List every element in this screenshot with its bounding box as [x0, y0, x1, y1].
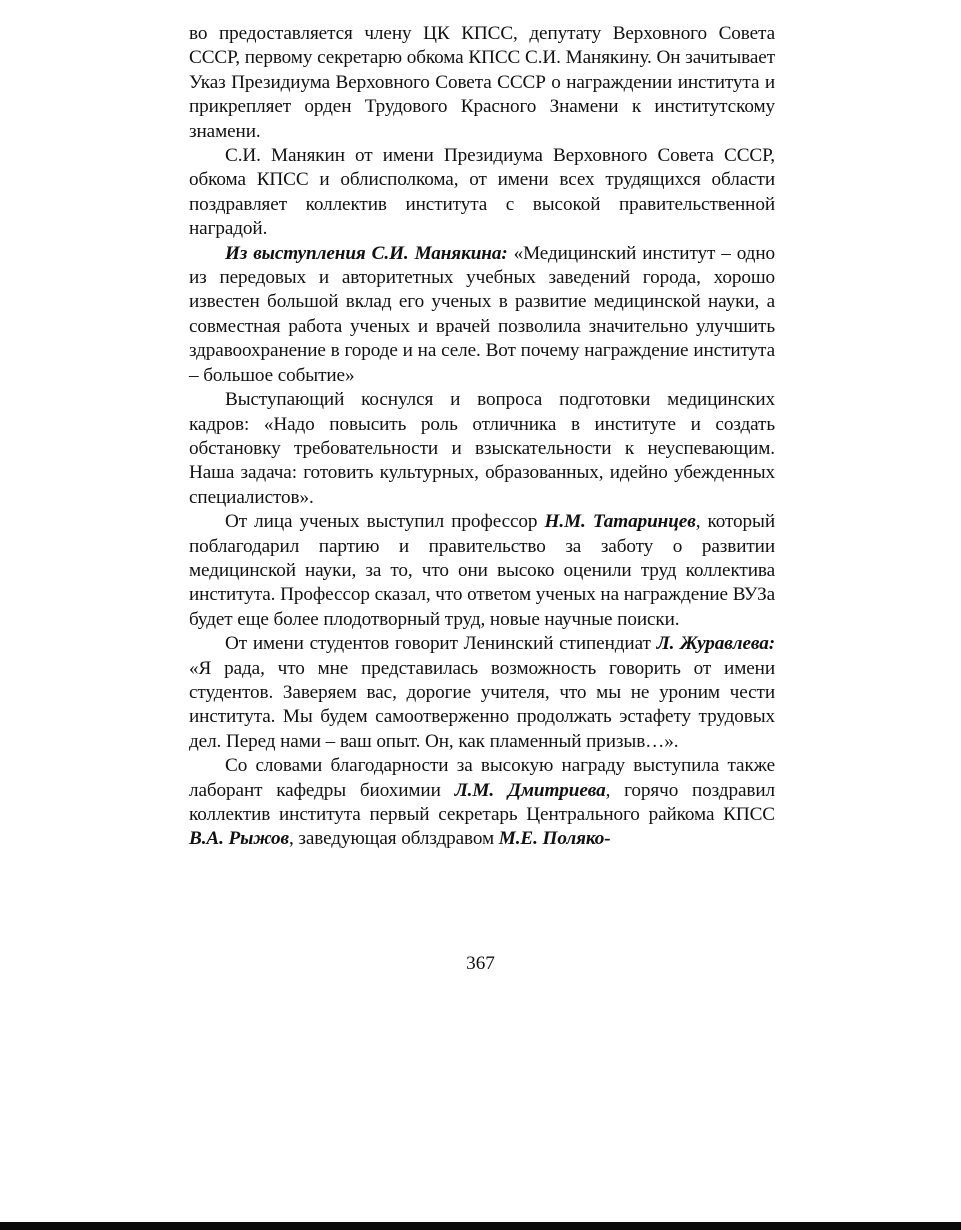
paragraph [189, 754, 775, 852]
paragraph [189, 242, 775, 388]
page-number: 367 [466, 953, 495, 974]
page-body [189, 22, 775, 852]
text-run: , заведующая облздравом [288, 828, 499, 850]
emphasized-name: Из выступления С.И. Манякина: [225, 242, 508, 264]
scan-edge [0, 1222, 961, 1230]
text-run: «Медицинский институт – одно из передовых и авторитетных учебных заведений города, хорошо известен большой вклад его ученых в развитие медицинской науки, а совместная работа ученых и врачей позволила значительно улучшить здравоохранение в городе и на селе. Вот почему награждение института – большое событие» [189, 242, 775, 386]
emphasized-name: Л.М. Дмитриева [454, 779, 606, 801]
emphasized-name: Н.М. Татаринцев [544, 511, 696, 533]
emphasized-name: М.Е. Поляко- [498, 828, 611, 850]
paragraph [189, 22, 775, 144]
emphasized-name: В.А. Рыжов [189, 828, 289, 850]
text-run: Со словами благодарности за высокую награду выступила также лаборант кафедры биохимии [189, 755, 775, 801]
text-run: «Я рада, что мне представилась возможность говорить от имени студентов. Заверяем вас, дорогие учителя, что мы не уроним чести института. Мы будем самоотверженно продолжать эстафету трудовых дел. Перед нами – ваш опыт. Он, как пламенный призыв…». [189, 657, 775, 752]
paragraph [189, 510, 775, 632]
text-run: , который поблагодарил партию и правительство за заботу о развитии медицинской науки, за то, что они высоко оценили труд коллектива института. Профессор сказал, что ответом ученых на награждение ВУЗа будет еще более плодотворный труд, новые научные поиски. [189, 511, 775, 630]
paragraph [189, 144, 775, 242]
text-run: , горячо поздравил коллектив института первый секретарь Центрального райкома КПСС [189, 779, 775, 825]
text-run: Выступающий коснулся и вопроса подготовки медицинских кадров: «Надо повысить роль отличника в институте и создать обстановку требовательности и взыскательности к неуспевающим. Наша задача: готовить культурных, образованных, идейно убежденных специалистов». [189, 389, 775, 508]
emphasized-name: Л. Журавлева: [656, 633, 775, 655]
text-run: От имени студентов говорит Ленинский стипендиат [225, 633, 657, 655]
text-run: От лица ученых выступил профессор [225, 511, 545, 533]
text-run: С.И. Манякин от имени Президиума Верховного Совета СССР, обкома КПСС и облисполкома, от имени всех трудящихся области поздравляет коллектив института с высокой правительственной наградой. [189, 145, 775, 240]
paragraph [189, 632, 775, 754]
paragraph [189, 388, 775, 510]
text-run: во предоставляется члену ЦК КПСС, депутату Верховного Совета СССР, первому секретарю обкома КПСС С.И. Манякину. Он зачитывает Указ Президиума Верховного Совета СССР о награждении института и прикрепляет орден Трудового Красного Знамени к институтскому знамени. [189, 23, 775, 142]
